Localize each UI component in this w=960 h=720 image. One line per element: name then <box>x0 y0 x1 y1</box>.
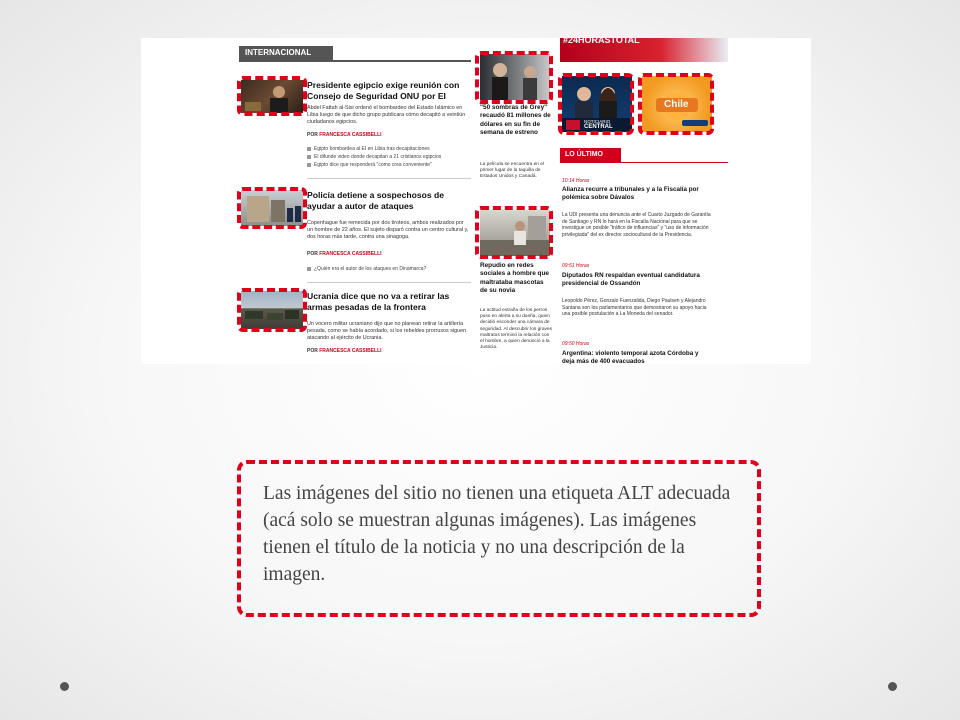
chile-logo-text: Chile <box>664 99 689 110</box>
related-link[interactable]: Egipto dice que responderá "como crea conveniente" <box>307 161 471 169</box>
byline-prefix: POR <box>307 251 318 257</box>
article-title[interactable]: "50 sombras de Grey" recaudó 81 millones de dólares en su fin de semana de estreno <box>480 104 551 137</box>
highlight-box <box>475 206 553 259</box>
related-links <box>307 145 471 169</box>
news-title[interactable]: Alianza recurre a tribunales y a la Fiscalía por polémica sobre Dávalos <box>562 186 699 201</box>
byline-prefix: POR <box>307 348 318 354</box>
byline-prefix: POR <box>307 132 318 138</box>
section-divider <box>239 60 471 62</box>
highlight-box <box>237 288 307 332</box>
news-title[interactable]: Diputados RN respaldan eventual candidatura presidencial de Ossandón <box>562 272 700 287</box>
news-time: 09:50 Horas <box>562 341 590 347</box>
author-link[interactable]: FRANCESCA CASSIBELLI <box>319 348 382 354</box>
article-title[interactable]: Repudio en redes sociales a hombre que maltrataba mascotas de su novia <box>480 262 549 295</box>
promo-banner[interactable] <box>560 38 728 62</box>
article-divider <box>307 178 471 179</box>
article-divider <box>307 282 471 283</box>
highlight-box <box>237 76 307 116</box>
central-label: CENTRAL <box>584 124 613 130</box>
section-header: INTERNACIONAL <box>239 46 333 60</box>
article-summary: Un vocero militar ucraniano dijo que no planean retirar la artillería pesada, como se había acordado, si los rebeldes prorrusos siguen atacando al ejército de Ucrania. <box>307 321 467 341</box>
article-summary: Abdel Fattah al-Sisi ordenó el bombardeo del Estado Islámico en Libia luego de que dicho grupo publicara cómo decapitó a veintiún ciudadanos egipcios. <box>307 105 466 125</box>
slide-dot-left <box>60 682 69 691</box>
article-summary: La actitud extraña de los perros puso en alerta a su dueña, quien decidió esconder una cámara de seguridad. Al descubrir los graves maltratos terminó la relación con el hombre, a quien denunció a la Justicia. <box>480 308 552 351</box>
article-summary: La película se encuentra en el primer lugar de la taquilla de Estados Unidos y Canadá. <box>480 162 545 180</box>
related-link[interactable]: El difunde video donde decapitan a 21 cristianos egipcios <box>307 153 471 161</box>
slide-dot-right <box>888 682 897 691</box>
highlight-box <box>638 73 714 135</box>
banner-hashtag: #24HORASTOTAL <box>563 38 640 45</box>
news-summary: Leopoldo Pérez, Gonzalo Fuenzalida, Diego Paulsen y Alejandro Santana son los parlamentarios que demostraron su apoyo hacia una posible postulación a La Moneda del senador. <box>562 298 707 318</box>
annotation-note <box>237 460 761 617</box>
article-title[interactable]: Ucrania dice que no va a retirar las armas pesadas de la frontera <box>307 291 450 312</box>
news-time: 10:14 Horas <box>562 178 590 184</box>
noticiario-label: NOTICIARIO <box>584 119 611 124</box>
author-link[interactable]: FRANCESCA CASSIBELLI <box>319 251 382 257</box>
article-title[interactable]: Presidente egipcio exige reunión con Consejo de Seguridad ONU por EI <box>307 80 460 101</box>
highlight-box <box>237 187 307 229</box>
article-byline <box>307 132 382 138</box>
article-title[interactable]: Policía detiene a sospechosos de ayudar a autor de ataques <box>307 190 445 211</box>
news-time: 09:51 Horas <box>562 263 590 269</box>
related-link[interactable]: ¿Quién era el autor de los ataques en Dinamarca? <box>307 265 471 273</box>
note-text: Las imágenes del sitio no tienen una etiqueta ALT adecuada (acá solo se muestran algunas imágenes). Las imágenes tienen el título de la noticia y no una descripción de la imagen. <box>263 483 731 585</box>
news-title[interactable]: Argentina: violento temporal azota Córdoba y deja más de 400 evacuados <box>562 350 699 364</box>
author-link[interactable]: FRANCESCA CASSIBELLI <box>319 132 382 138</box>
article-byline <box>307 251 382 257</box>
article-summary: Copenhague fue remecida por dos tiroteos, ambos realizados por un hombre de 22 años. El sujeto disparó contra un centro cultural y, dos horas más tarde, contra una sinagoga. <box>307 220 469 240</box>
related-link[interactable]: Egipto bombardea al EI en Libia tras decapitaciones <box>307 145 471 153</box>
lo-ultimo-header: LO ÚLTIMO <box>560 148 621 162</box>
highlight-box <box>475 51 553 104</box>
lo-ultimo-divider <box>560 162 728 163</box>
news-summary: La UDI presenta una denuncia ante el Cuarto Juzgado de Garantía de Santiago y RN lo hará en la Fiscalía Nacional para que se investigue un posible "tráfico de influencias" y "uso de información privilegiada" del ex director sociocultural de la Presidencia. <box>562 212 711 238</box>
article-byline <box>307 348 382 354</box>
related-links <box>307 265 471 273</box>
website-screenshot <box>141 38 811 364</box>
highlight-box <box>558 73 634 135</box>
